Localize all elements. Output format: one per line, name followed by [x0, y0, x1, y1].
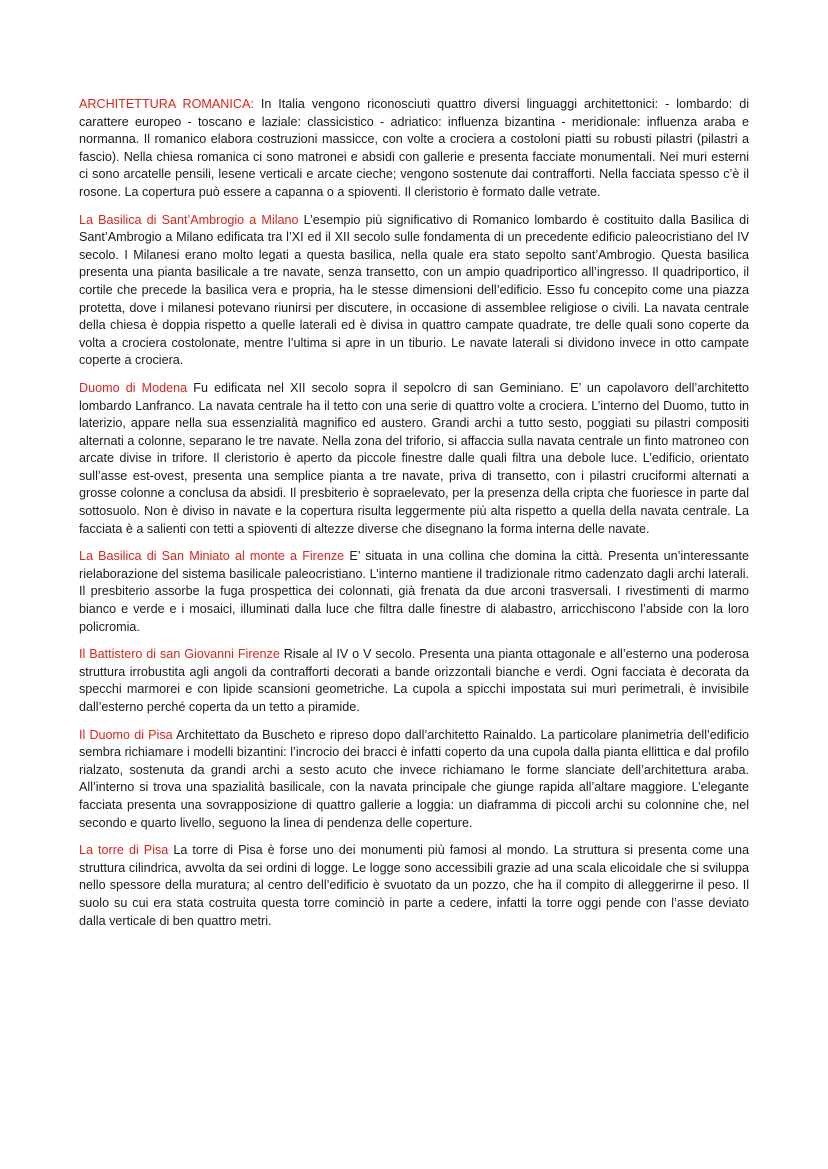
paragraph-battistero: [79, 646, 749, 716]
paragraph-duomo-modena: [79, 380, 749, 538]
paragraph-san-miniato: [79, 548, 749, 636]
paragraph-heading: Duomo di Modena: [79, 380, 188, 395]
paragraph-heading: La Basilica di Sant’Ambrogio a Milano: [79, 212, 299, 227]
paragraph-body: Risale al IV o V secolo. Presenta una pianta ottagonale e all’esterno una poderosa struttura irrobustita agli angoli da contrafforti decorati a bande orizzontali bianche e verdi. Ogni facciata è decorata da specchi marmorei e con lipide scansioni geometriche. La cupola a spicchi impostata sui muri perimetrali, è invisibile dall’esterno perché coperta da un tetto a piramide.: [79, 647, 749, 714]
paragraph-duomo-pisa: [79, 727, 749, 833]
paragraph-sant-ambrogio: [79, 212, 749, 370]
paragraph-heading: La torre di Pisa: [79, 843, 169, 858]
paragraph-body: L’esempio più significativo di Romanico lombardo è costituito dalla Basilica di Sant’Ambrogio a Milano edificata tra l’XI ed il XII secolo sulle fondamenta di un precedente edificio paleocristiano del IV secolo. I Milanesi erano molto legati a questa basilica, nella quale era stato sepolto sant’Ambrogio. Questa basilica presenta una pianta basilicale a tre navate, senza transetto, con un ampio quadriportico all’ingresso. Il quadriportico, il cortile che precede la basilica vera e propria, ha le stesse dimensioni dell’edificio. Esso fu concepito come una piazza protetta, dove i milanesi potevano riunirsi per discutere, in occasione di assemblee religiose o civili. La navata centrale della chiesa è doppia rispetto a quelle laterali ed è divisa in quattro campate quadrate, tre delle quali sono coperte da volta a crociera costolonate, mentre l’ultima si apre in un tiburio. Le navate laterali si dividono invece in otto campate coperte a crociera.: [79, 212, 749, 368]
paragraph-body: In Italia vengono riconosciuti quattro diversi linguaggi architettonici: - lombardo: di carattere europeo - toscano e laziale: classicistico - adriatico: influenza bizantina - meridionale: influenza araba e normanna. Il romanico elabora costruzioni massicce, con volte a crociera a costoloni piatti su robusti pilastri (pilastri a fascio). Nella chiesa romanica ci sono matronei e absidi con gallerie e presenta facciate monumentali. Nei muri esterni ci sono arcatelle pensili, lesene verticali e arcate cieche; vengono sostenute dai contrafforti. Nella facciata spesso c’è il rosone. La copertura può essere a capanna o a spioventi. Il cleristorio è formato dalle vetrate.: [79, 97, 749, 199]
paragraph-heading: La Basilica di San Miniato al monte a Firenze: [79, 549, 345, 564]
document-page: [79, 96, 749, 940]
paragraph-body: E’ situata in una collina che domina la città. Presenta un’interessante rielaborazione del sistema basilicale paleocristiano. L’interno mantiene il tradizionale ritmo cadenzato dagli archi laterali. Il presbiterio assorbe la fuga prospettica dei colonnati, già frenata da due arconi trasversali. I rivestimenti di marmo bianco e verde e i mosaici, illuminati dalla luce che filtra dalle finestre di alabastro, arricchiscono l’abside con la loro policromia.: [79, 549, 750, 634]
paragraph-body: Architettato da Buscheto e ripreso dopo dall’architetto Rainaldo. La particolare planimetria dell’edificio sembra richiamare i modelli bizantini: l’incrocio dei bracci è infatti coperto da una cupola dalla pianta ellittica e dal profilo rialzato, sostenuta da grandi archi a sesto acuto che invece richiamano le forme slanciate dell’architettura araba. All’interno si trova una spazialità basilicale, con la navata principale che giunge rapida all’altare maggiore. L’elegante facciata presenta una sovrapposizione di quattro gallerie a loggia: un diaframma di piccoli archi su colonnine che, nel secondo e quarto livello, seguono la linea di pendenza delle coperture.: [79, 727, 749, 830]
paragraph-body: Fu edificata nel XII secolo sopra il sepolcro di san Geminiano. E’ un capolavoro dell’architetto lombardo Lanfranco. La navata centrale ha il tetto con una serie di quattro volte a crociera. L’interno del Duomo, tutto in laterizio, appare nella sua essenzialità magnifico ed austero. Grandi archi a tutto sesto, poggiati su pilastri compositi alternati a colonne, separano le tre navate. Nella zona del triforio, si affaccia sulla navata centrale un finto matroneo con arcate divise in trifore. Il cleristorio è aperto da piccole finestre dalle quali filtra una debole luce. L’edificio, orientato sull’asse est-ovest, presenta una semplice pianta a tre navate, priva di transetto, con i pilastri cruciformi alternati a grosse colonne a conclusa da absidi. Il presbiterio è sopraelevato, per la presenza della cripta che fuoriesce in parte dal sottosuolo. Non è diviso in navate e la copertura risulta leggermente più alta rispetto a quella della navata centrale. La facciata è a salienti con tetti a spioventi di altezze diverse che disegnano la forma interna delle navate.: [79, 380, 749, 536]
paragraph-torre-pisa: [79, 842, 749, 930]
paragraph-architettura-romanica: [79, 96, 749, 202]
paragraph-heading: Il Duomo di Pisa: [79, 727, 173, 742]
paragraph-heading: Il Battistero di san Giovanni Firenze: [79, 647, 280, 662]
paragraph-body: La torre di Pisa è forse uno dei monumenti più famosi al mondo. La struttura si presenta come una struttura cilindrica, avvolta da sei ordini di logge. Le logge sono accessibili grazie ad una scala elicoidale che si sviluppa nello spessore della muratura; al centro dell’edificio è svuotato da un pozzo, che ha il compito di alleggerirne il peso. Il suolo su cui era stata costruita questa torre cominciò in parte a cedere, infatti la torre oggi pende con l’asse deviato dalla verticale di ben quattro metri.: [79, 843, 750, 928]
paragraph-heading: ARCHITETTURA ROMANICA:: [79, 97, 254, 111]
